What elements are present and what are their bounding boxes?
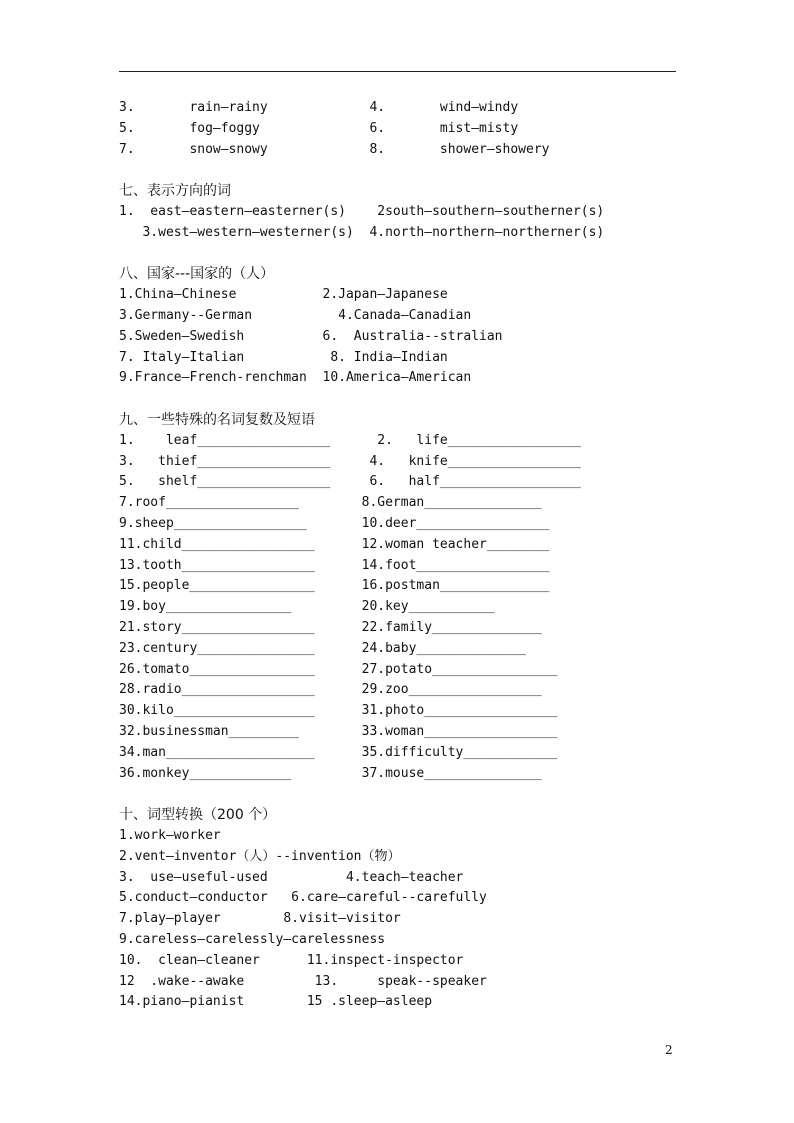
text-line: 3. rain—rainy 4. wind—windy xyxy=(119,100,519,115)
text-line: 3. use—useful-used 4.teach—teacher xyxy=(119,869,464,885)
text-line: 9.sheep_________________ 10.deer_________________ xyxy=(119,516,550,531)
text-line: 5.Sweden—Swedish 6. Australia--stralian xyxy=(119,328,503,344)
text-line: 36.monkey_____________ 37.mouse_______________ xyxy=(119,765,542,781)
text-line: 3. thief_________________ 4. knife_________________ xyxy=(119,453,581,469)
text-line: 1.China—Chinese 2.Japan—Japanese xyxy=(119,287,448,303)
text-line: 26.tomato________________ 27.potato________________ xyxy=(119,661,558,677)
text-line: 1.work—worker xyxy=(119,828,221,843)
text-line: 32.businessman_________ 33.woman_________________ xyxy=(119,724,558,739)
section-heading: 八、国家---国家的（人） xyxy=(119,266,275,283)
text-line: 5. fog—foggy 6. mist—misty xyxy=(119,120,519,136)
text-line: 28.radio_________________ 29.zoo_________________ xyxy=(119,682,542,698)
text-line: 7. Italy—Italian 8. India—Indian xyxy=(119,349,448,365)
text-line: 7.play—player 8.visit—visitor xyxy=(119,911,401,927)
text-line: 5.conduct—conductor 6.care—careful--carefully xyxy=(119,890,487,906)
text-line: 15.people________________ 16.postman______________ xyxy=(119,578,550,594)
page-number: 2 xyxy=(665,1043,673,1057)
text-line: 7.roof_________________ 8.German_______________ xyxy=(119,495,542,511)
text-line: 7. snow—snowy 8. shower—showery xyxy=(119,141,550,157)
text-line: 1. leaf_________________ 2. life_________________ xyxy=(119,432,581,448)
section-heading: 九、一些特殊的名词复数及短语 xyxy=(119,412,315,428)
text-line: 30.kilo__________________ 31.photo_________________ xyxy=(119,703,558,719)
text-line: 5. shelf_________________ 6. half__________________ xyxy=(119,474,581,490)
text-line: 23.century_______________ 24.baby______________ xyxy=(119,640,526,656)
text-line: 14.piano—pianist 15 .sleep—asleep xyxy=(119,994,433,1010)
section-heading: 七、表示方向的词 xyxy=(119,183,231,200)
text-line: 12 .wake--awake 13. speak--speaker xyxy=(119,973,487,989)
text-line: 13.tooth_________________ 14.foot_________________ xyxy=(119,557,550,573)
text-line: 1. east—eastern—easterner(s) 2south—southern—southerner(s) xyxy=(119,204,605,219)
text-line: 19.boy________________ 20.key___________ xyxy=(119,599,495,615)
text-line: 10. clean—cleaner 11.inspect-inspector xyxy=(119,952,464,968)
text-line: 3.Germany--German 4.Canada—Canadian xyxy=(119,308,472,323)
section-heading: 十、词型转换（200 个） xyxy=(119,807,277,824)
text-line: 3.west—western—westerner(s) 4.north—northern—northerner(s) xyxy=(119,224,605,240)
text-line: 9.France—French-renchman 10.America—American xyxy=(119,370,472,386)
text-line: 11.child_________________ 12.woman teacher________ xyxy=(119,536,550,552)
text-line: 9.careless—carelessly—carelessness xyxy=(119,932,386,947)
text-line: 21.story_________________ 22.family______________ xyxy=(119,620,542,635)
header-rule xyxy=(119,71,676,72)
text-line: 34.man___________________ 35.difficulty____________ xyxy=(119,744,558,760)
text-line: 2.vent—inventor（人）--invention（物） xyxy=(119,848,401,864)
